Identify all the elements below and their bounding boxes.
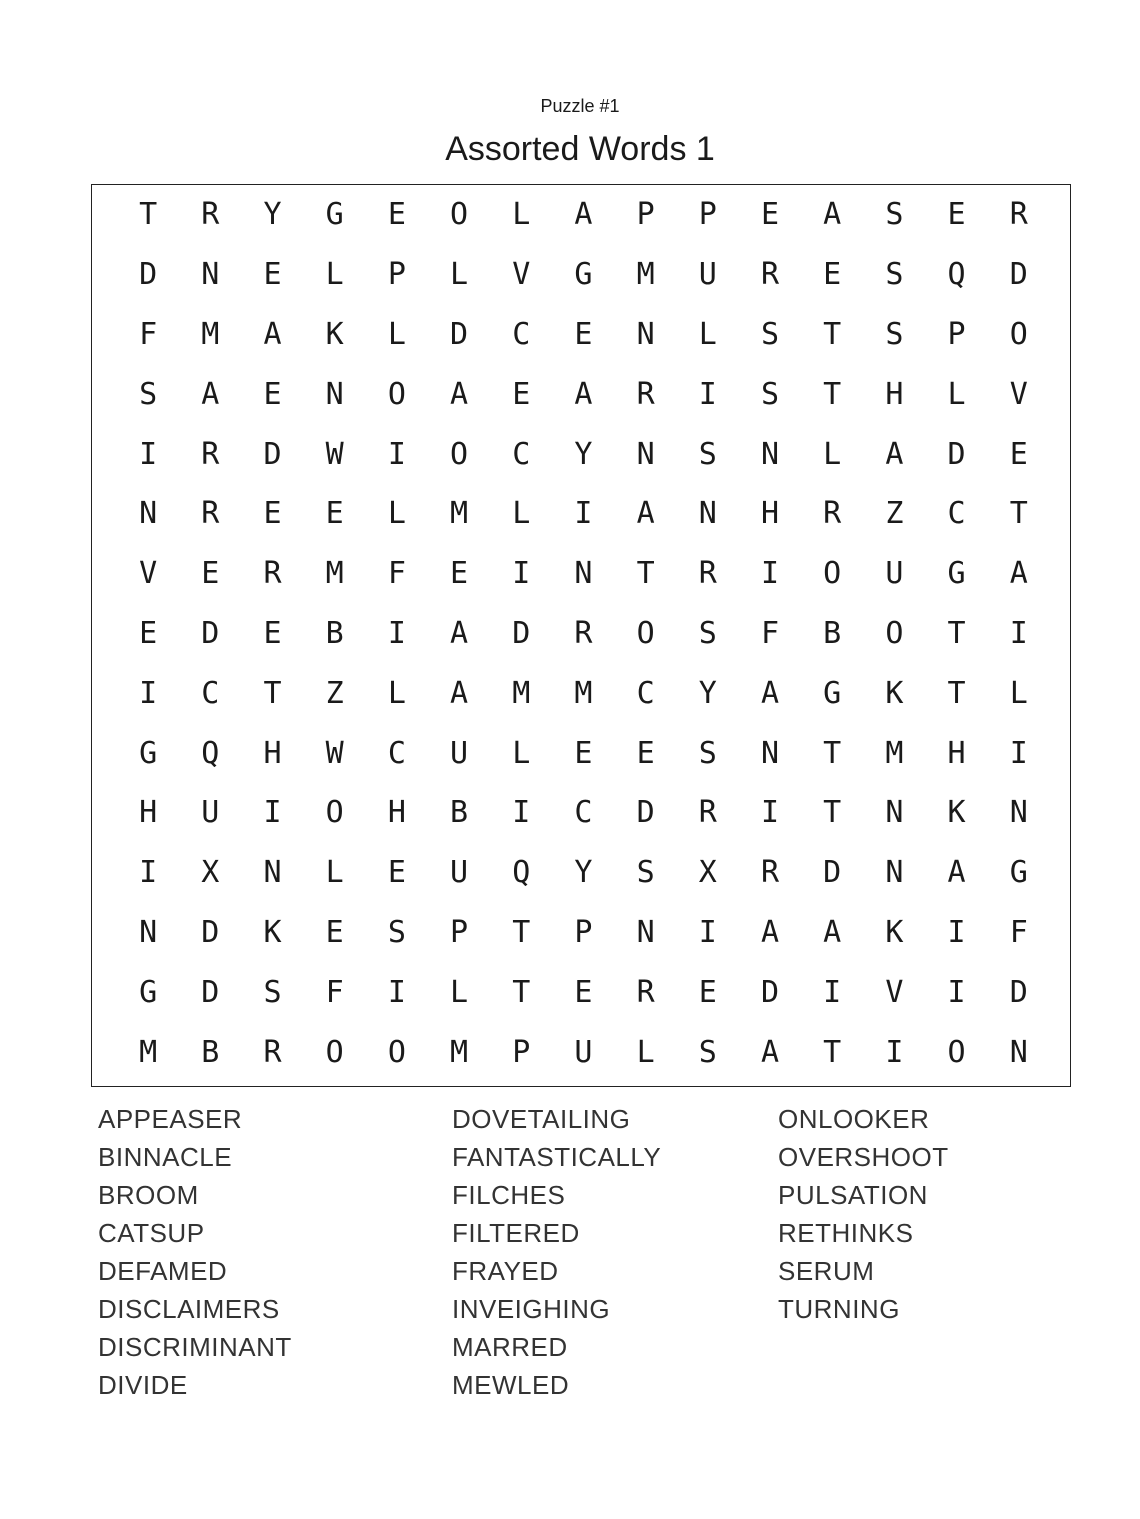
grid-cell[interactable]: D — [139, 257, 158, 293]
grid-cell[interactable]: C — [201, 675, 220, 711]
grid-cell[interactable]: R — [698, 795, 717, 831]
grid-cell[interactable]: R — [636, 974, 655, 1010]
puzzle-number: Puzzle #1 — [540, 96, 620, 116]
grid-cell[interactable]: T — [636, 556, 655, 592]
word-list-item: DISCLAIMERS — [98, 1294, 280, 1324]
word-list-item: ONLOOKER — [778, 1104, 930, 1134]
grid-cell[interactable]: A — [263, 316, 282, 352]
grid-cell[interactable]: M — [450, 1034, 469, 1070]
grid-cell[interactable]: P — [698, 197, 717, 233]
word-list-item: BROOM — [98, 1180, 199, 1210]
grid-cell[interactable]: H — [760, 496, 779, 532]
grid-cell[interactable]: T — [823, 795, 842, 831]
grid-cell[interactable]: F — [1009, 914, 1028, 950]
grid-cell[interactable]: E — [263, 257, 282, 293]
grid-cell[interactable]: O — [823, 556, 842, 592]
grid-cell[interactable]: E — [139, 615, 158, 651]
grid-cell[interactable]: P — [947, 316, 966, 352]
grid-cell[interactable]: S — [698, 1034, 717, 1070]
grid-cell[interactable]: I — [698, 914, 717, 950]
grid-cell[interactable]: I — [387, 974, 406, 1010]
grid-cell[interactable]: D — [512, 615, 531, 651]
grid-cell[interactable]: I — [574, 496, 593, 532]
grid-cell[interactable]: Z — [885, 496, 904, 532]
grid-cell[interactable]: P — [636, 197, 655, 233]
grid-cell[interactable]: P — [512, 1034, 531, 1070]
grid-cell[interactable]: S — [698, 615, 717, 651]
grid-cell[interactable]: E — [512, 376, 531, 412]
grid-cell[interactable]: I — [760, 556, 779, 592]
grid-cell[interactable]: N — [760, 735, 779, 771]
word-list-item: OVERSHOOT — [778, 1142, 949, 1172]
grid-cell[interactable]: X — [201, 855, 220, 891]
grid-cell[interactable]: E — [325, 496, 344, 532]
word-list-item: TURNING — [778, 1294, 900, 1324]
grid-cell[interactable]: E — [325, 914, 344, 950]
grid-cell[interactable]: S — [139, 376, 158, 412]
grid-cell[interactable]: L — [325, 855, 344, 891]
grid-cell[interactable]: T — [823, 376, 842, 412]
puzzle-title: Assorted Words 1 — [445, 130, 715, 168]
grid-cell[interactable]: E — [760, 197, 779, 233]
grid-cell[interactable]: S — [698, 436, 717, 472]
grid-cell[interactable]: N — [636, 436, 655, 472]
grid-cell[interactable]: A — [760, 914, 779, 950]
grid-cell[interactable]: M — [636, 257, 655, 293]
grid-cell[interactable]: E — [636, 735, 655, 771]
grid-cell[interactable]: R — [201, 436, 220, 472]
grid-cell[interactable]: R — [760, 257, 779, 293]
grid-cell[interactable]: I — [139, 855, 158, 891]
grid-cell[interactable]: E — [201, 556, 220, 592]
grid-cell[interactable]: D — [636, 795, 655, 831]
grid-cell[interactable]: K — [325, 316, 344, 352]
grid-cell[interactable]: O — [450, 436, 469, 472]
grid-cell[interactable]: I — [139, 675, 158, 711]
grid-cell[interactable]: G — [1009, 855, 1028, 891]
grid-cell[interactable]: F — [387, 556, 406, 592]
grid-cell[interactable]: N — [139, 914, 158, 950]
grid-cell[interactable]: T — [512, 914, 531, 950]
word-list-item: DIVIDE — [98, 1370, 188, 1400]
word-list-item: APPEASER — [98, 1104, 243, 1134]
grid-cell[interactable]: L — [1009, 675, 1028, 711]
grid-cell[interactable]: Q — [512, 855, 531, 891]
grid-cell[interactable]: I — [1009, 735, 1028, 771]
grid-cell[interactable]: M — [450, 496, 469, 532]
grid-cell[interactable]: A — [885, 436, 904, 472]
grid-cell[interactable]: D — [450, 316, 469, 352]
grid-cell[interactable]: H — [885, 376, 904, 412]
grid-cell[interactable]: K — [947, 795, 966, 831]
grid-cell[interactable]: F — [325, 974, 344, 1010]
grid-cell[interactable]: D — [1009, 974, 1028, 1010]
grid-cell[interactable]: P — [387, 257, 406, 293]
grid-cell[interactable]: O — [947, 1034, 966, 1070]
grid-cell[interactable]: H — [263, 735, 282, 771]
grid-cell[interactable]: K — [263, 914, 282, 950]
grid-cell[interactable]: T — [823, 316, 842, 352]
grid-cell[interactable]: R — [823, 496, 842, 532]
grid-cell[interactable]: I — [885, 1034, 904, 1070]
grid-cell[interactable]: R — [698, 556, 717, 592]
grid-cell[interactable]: D — [1009, 257, 1028, 293]
grid-cell[interactable]: Y — [574, 436, 593, 472]
grid-cell[interactable]: M — [139, 1034, 158, 1070]
grid-cell[interactable]: I — [263, 795, 282, 831]
grid-cell[interactable]: E — [823, 257, 842, 293]
grid-cell[interactable]: M — [325, 556, 344, 592]
grid-cell[interactable]: L — [823, 436, 842, 472]
word-list-column-1 — [98, 1102, 292, 1406]
grid-cell[interactable]: I — [512, 795, 531, 831]
grid-cell[interactable]: K — [885, 675, 904, 711]
grid-cell[interactable]: L — [698, 316, 717, 352]
grid-cell[interactable]: O — [387, 376, 406, 412]
grid-cell[interactable]: U — [574, 1034, 593, 1070]
grid-cell[interactable]: S — [263, 974, 282, 1010]
grid-cell[interactable]: N — [139, 496, 158, 532]
grid-cell[interactable]: L — [636, 1034, 655, 1070]
grid-cell[interactable]: A — [760, 1034, 779, 1070]
grid-cell[interactable]: O — [450, 197, 469, 233]
grid-cell[interactable]: E — [263, 376, 282, 412]
grid-cell[interactable]: I — [823, 974, 842, 1010]
grid-cell[interactable]: T — [947, 615, 966, 651]
grid-cell[interactable]: P — [450, 914, 469, 950]
grid-cell[interactable]: B — [450, 795, 469, 831]
word-list-item: DISCRIMINANT — [98, 1332, 292, 1362]
grid-cell[interactable]: F — [760, 615, 779, 651]
grid-cell[interactable]: P — [574, 914, 593, 950]
grid-cell[interactable]: B — [201, 1034, 220, 1070]
grid-cell[interactable]: T — [947, 675, 966, 711]
grid-cell[interactable]: L — [325, 257, 344, 293]
word-list-item: DEFAMED — [98, 1256, 228, 1286]
grid-cell[interactable]: O — [636, 615, 655, 651]
grid-cell[interactable]: C — [512, 316, 531, 352]
grid-cell[interactable]: A — [947, 855, 966, 891]
grid-cell[interactable]: V — [1009, 376, 1028, 412]
grid-cell[interactable]: N — [698, 496, 717, 532]
word-list-column-3 — [778, 1102, 949, 1330]
word-list-item: DOVETAILING — [452, 1104, 631, 1134]
grid-cell[interactable]: E — [450, 556, 469, 592]
grid-cell[interactable]: E — [387, 855, 406, 891]
grid-cell[interactable]: A — [574, 197, 593, 233]
grid-cell[interactable]: I — [387, 615, 406, 651]
grid-cell[interactable]: T — [263, 675, 282, 711]
grid-cell[interactable]: I — [947, 974, 966, 1010]
word-list-item: PULSATION — [778, 1180, 928, 1210]
grid-cell[interactable]: S — [760, 316, 779, 352]
grid-cell[interactable]: S — [387, 914, 406, 950]
grid-cell[interactable]: L — [512, 197, 531, 233]
grid-cell[interactable]: I — [387, 436, 406, 472]
word-list-item: MEWLED — [452, 1370, 570, 1400]
word-list-item: INVEIGHING — [452, 1294, 611, 1324]
grid-cell[interactable]: N — [325, 376, 344, 412]
grid-cell[interactable]: L — [512, 496, 531, 532]
grid-cell[interactable]: L — [450, 257, 469, 293]
grid-cell[interactable]: M — [201, 316, 220, 352]
grid-cell[interactable]: G — [823, 675, 842, 711]
grid-cell[interactable]: T — [1009, 496, 1028, 532]
grid-cell[interactable]: D — [823, 855, 842, 891]
grid-cell[interactable]: R — [636, 376, 655, 412]
grid-cell[interactable]: W — [325, 735, 344, 771]
grid-cell[interactable]: E — [698, 974, 717, 1010]
grid-cell[interactable]: L — [450, 974, 469, 1010]
grid-cell[interactable]: A — [574, 376, 593, 412]
grid-cell[interactable]: A — [760, 675, 779, 711]
grid-cell[interactable]: D — [760, 974, 779, 1010]
grid-cell[interactable]: A — [823, 197, 842, 233]
grid-cell[interactable]: R — [1009, 197, 1028, 233]
grid-cell[interactable]: R — [760, 855, 779, 891]
grid-cell[interactable]: N — [1009, 1034, 1028, 1070]
word-list-item: FANTASTICALLY — [452, 1142, 662, 1172]
grid-cell[interactable]: T — [823, 735, 842, 771]
grid-cell[interactable]: R — [263, 1034, 282, 1070]
word-list-item: FILCHES — [452, 1180, 566, 1210]
grid-cell[interactable]: S — [760, 376, 779, 412]
word-list-item: BINNACLE — [98, 1142, 233, 1172]
grid-cell[interactable]: O — [387, 1034, 406, 1070]
grid-cell[interactable]: N — [885, 855, 904, 891]
grid-cell[interactable]: N — [263, 855, 282, 891]
grid-cell[interactable]: I — [760, 795, 779, 831]
grid-cell[interactable]: L — [947, 376, 966, 412]
grid-cell[interactable]: E — [574, 735, 593, 771]
grid-cell[interactable]: U — [201, 795, 220, 831]
grid-cell[interactable]: A — [1009, 556, 1028, 592]
grid-cell[interactable]: G — [947, 556, 966, 592]
grid-cell[interactable]: A — [201, 376, 220, 412]
grid-cell[interactable]: E — [263, 496, 282, 532]
grid-cell[interactable]: E — [574, 316, 593, 352]
grid-cell[interactable]: D — [947, 436, 966, 472]
grid-cell[interactable]: T — [139, 197, 158, 233]
grid-cell[interactable]: C — [947, 496, 966, 532]
grid-cell[interactable]: R — [201, 197, 220, 233]
grid-cell[interactable]: A — [450, 615, 469, 651]
grid-cell[interactable]: O — [885, 615, 904, 651]
grid-cell[interactable]: Y — [263, 197, 282, 233]
word-list-item: FRAYED — [452, 1256, 559, 1286]
grid-cell[interactable]: A — [823, 914, 842, 950]
grid-cell[interactable]: L — [387, 496, 406, 532]
word-list-item: SERUM — [778, 1256, 875, 1286]
grid-cell[interactable]: K — [885, 914, 904, 950]
grid-cell[interactable]: I — [947, 914, 966, 950]
grid-cell[interactable]: S — [885, 257, 904, 293]
grid-cell[interactable]: Y — [698, 675, 717, 711]
grid-cell[interactable]: H — [387, 795, 406, 831]
word-list-column-2 — [452, 1102, 661, 1406]
grid-cell[interactable]: X — [698, 855, 717, 891]
grid-cell[interactable]: O — [325, 795, 344, 831]
word-list-item: FILTERED — [452, 1218, 580, 1248]
grid-cell[interactable]: D — [201, 914, 220, 950]
word-list-item: RETHINKS — [778, 1218, 914, 1248]
grid-cell[interactable]: H — [947, 735, 966, 771]
grid-cell[interactable]: G — [574, 257, 593, 293]
grid-cell[interactable]: I — [512, 556, 531, 592]
grid-cell[interactable]: U — [698, 257, 717, 293]
grid-cell[interactable]: C — [387, 735, 406, 771]
grid-cell[interactable]: F — [139, 316, 158, 352]
grid-cell[interactable]: R — [201, 496, 220, 532]
grid-cell[interactable]: B — [325, 615, 344, 651]
grid-cell[interactable]: D — [263, 436, 282, 472]
grid-cell[interactable]: E — [263, 615, 282, 651]
grid-cell[interactable]: I — [139, 436, 158, 472]
grid-cell[interactable]: O — [1009, 316, 1028, 352]
grid-cell[interactable]: E — [387, 197, 406, 233]
word-list-item: MARRED — [452, 1332, 568, 1362]
grid-cell[interactable]: L — [512, 735, 531, 771]
grid-cell[interactable]: Y — [574, 855, 593, 891]
grid-cell[interactable]: H — [139, 795, 158, 831]
grid-cell[interactable]: O — [325, 1034, 344, 1070]
grid-cell[interactable]: E — [1009, 436, 1028, 472]
grid-cell[interactable]: C — [636, 675, 655, 711]
grid-cell[interactable]: I — [1009, 615, 1028, 651]
grid-cell[interactable]: S — [885, 316, 904, 352]
grid-cell[interactable]: S — [885, 197, 904, 233]
grid-cell[interactable]: N — [201, 257, 220, 293]
grid-cell[interactable]: G — [325, 197, 344, 233]
grid-cell[interactable]: U — [885, 556, 904, 592]
grid-cell[interactable]: U — [450, 735, 469, 771]
grid-cell[interactable]: Z — [325, 675, 344, 711]
grid-cell[interactable]: E — [574, 974, 593, 1010]
grid-cell[interactable]: N — [1009, 795, 1028, 831]
grid-cell[interactable]: A — [450, 376, 469, 412]
grid-cell[interactable]: N — [574, 556, 593, 592]
grid-cell[interactable]: R — [574, 615, 593, 651]
grid-cell[interactable]: S — [636, 855, 655, 891]
grid-cell[interactable]: D — [201, 974, 220, 1010]
grid-cell[interactable]: C — [512, 436, 531, 472]
grid-cell[interactable]: N — [636, 316, 655, 352]
grid-cell[interactable]: V — [139, 556, 158, 592]
grid-cell[interactable]: V — [512, 257, 531, 293]
grid-cell[interactable]: T — [512, 974, 531, 1010]
grid-cell[interactable]: W — [325, 436, 344, 472]
grid-cell[interactable]: G — [139, 974, 158, 1010]
grid-cell[interactable]: N — [885, 795, 904, 831]
grid-cell[interactable]: M — [885, 735, 904, 771]
grid-cell[interactable]: M — [512, 675, 531, 711]
grid-cell[interactable]: E — [947, 197, 966, 233]
grid-cell[interactable]: T — [823, 1034, 842, 1070]
grid-cell[interactable]: Q — [947, 257, 966, 293]
letter-grid[interactable] — [117, 185, 1050, 1082]
grid-cell[interactable]: U — [450, 855, 469, 891]
grid-cell[interactable]: D — [201, 615, 220, 651]
grid-cell[interactable]: C — [574, 795, 593, 831]
word-list-item: CATSUP — [98, 1218, 205, 1248]
grid-cell[interactable]: R — [263, 556, 282, 592]
grid-cell[interactable]: N — [760, 436, 779, 472]
grid-cell[interactable]: I — [698, 376, 717, 412]
grid-cell[interactable]: A — [636, 496, 655, 532]
grid-cell[interactable]: N — [636, 914, 655, 950]
grid-cell[interactable]: S — [698, 735, 717, 771]
grid-cell[interactable]: Q — [201, 735, 220, 771]
grid-cell[interactable]: V — [885, 974, 904, 1010]
grid-cell[interactable]: B — [823, 615, 842, 651]
grid-cell[interactable]: L — [387, 675, 406, 711]
grid-cell[interactable]: A — [450, 675, 469, 711]
grid-cell[interactable]: M — [574, 675, 593, 711]
grid-cell[interactable]: G — [139, 735, 158, 771]
grid-cell[interactable]: L — [387, 316, 406, 352]
